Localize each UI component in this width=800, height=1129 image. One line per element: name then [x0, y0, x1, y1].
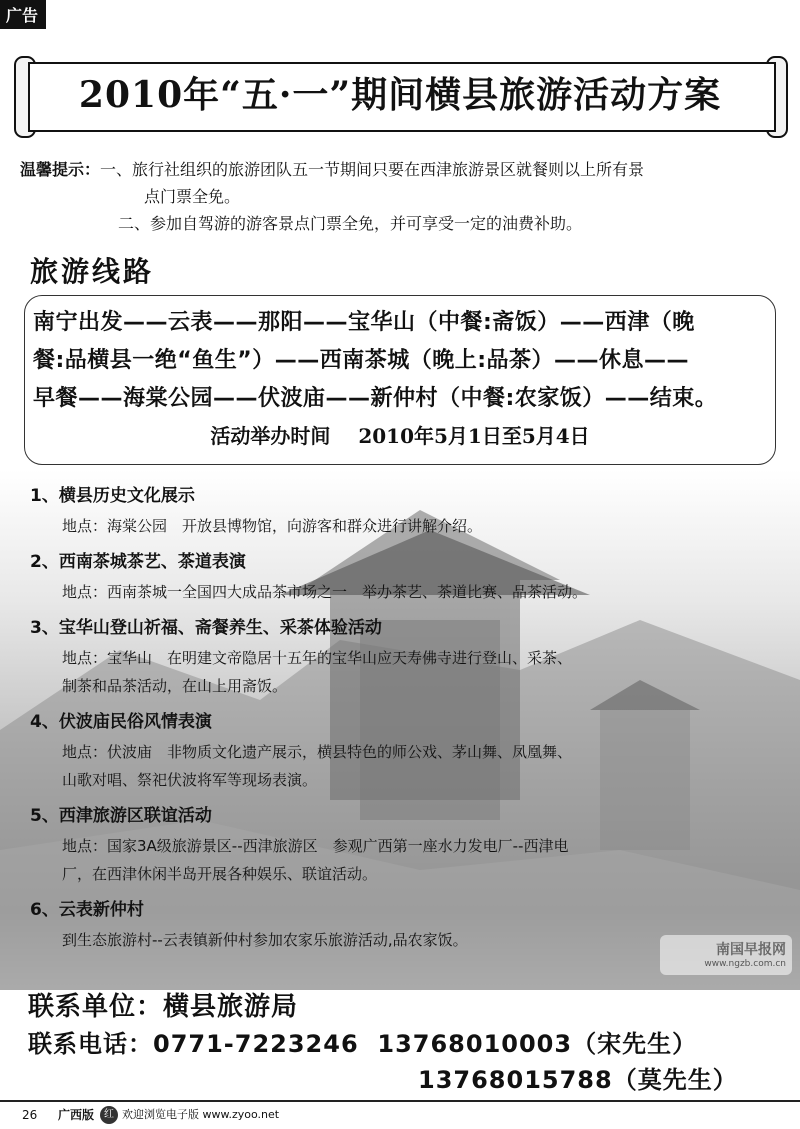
- activity-detail: 地点：宝华山 在明建文帝隐居十五年的宝华山应天寿佛寺进行登山、采茶、: [62, 649, 573, 667]
- edition-label: 广西版: [58, 1108, 95, 1122]
- activity-title: 2、西南茶城茶艺、茶道表演: [30, 552, 246, 572]
- activity-detail: 地点：国家3A级旅游景区--西津旅游区 参观广西第一座水力发电厂--西津电: [62, 837, 569, 855]
- route-box: [24, 295, 776, 465]
- event-time-value: 2010年5月1日至5月4日: [358, 424, 590, 448]
- page-number: 26: [22, 1108, 38, 1122]
- contact-phone-label: 联系电话：: [28, 1030, 153, 1058]
- activity-detail: 地点：伏波庙 非物质文化遗产展示，横县特色的师公戏、茅山舞、凤凰舞、: [62, 743, 573, 761]
- route-line-3: 早餐——海棠公园——伏波庙——新仲村（中餐:农家饭）——结束。: [33, 386, 718, 411]
- activity-item: [30, 612, 790, 700]
- page-title: 2010年“五·一”期间横县旅游活动方案: [78, 74, 722, 116]
- event-time: [25, 420, 775, 449]
- activity-title: 1、横县历史文化展示: [30, 486, 195, 506]
- route-line-2: 餐:品横县一绝“鱼生”）——西南茶城（晚上:品茶）——休息——: [33, 348, 690, 373]
- activity-detail-continued: 山歌对唱、祭祀伏波将军等现场表演。: [62, 771, 318, 789]
- contact-section: [28, 988, 788, 1098]
- publisher-logo-icon: 红: [100, 1106, 118, 1124]
- activity-detail: 地点：西南茶城一全国四大成品茶市场之一 举办茶艺、茶道比赛、品茶活动。: [62, 583, 588, 601]
- activity-title: 3、宝华山登山祈福、斋餐养生、采茶体验活动: [30, 618, 382, 638]
- advertisement-tag: 广告: [0, 0, 46, 29]
- route-heading: 旅游线路: [30, 255, 155, 288]
- watermark-name: 南国早报网: [716, 942, 786, 958]
- contact-phone-3: 13768015788（莫先生）: [418, 1066, 738, 1094]
- route-line-1: 南宁出发——云表——那阳——宝华山（中餐:斋饭）——西津（晚: [33, 310, 695, 335]
- contact-unit: 横县旅游局: [163, 992, 299, 1022]
- activities-list: [30, 480, 790, 960]
- activity-detail: 到生态旅游村--云表镇新仲村参加农家乐旅游活动,品农家饭。: [62, 931, 468, 949]
- activity-detail: 地点：海棠公园 开放县博物馆，向游客和群众进行讲解介绍。: [62, 517, 483, 535]
- tip-item-2: 二、参加自驾游的游客景点门票全免，并可享受一定的油费补助。: [118, 214, 583, 233]
- activity-title: 6、云表新仲村: [30, 900, 144, 920]
- activity-detail-continued: 制茶和品茶活动，在山上用斋饭。: [62, 677, 288, 695]
- tip-item-1-continued: 点门票全免。: [144, 187, 241, 206]
- event-time-label: 活动举办时间: [210, 424, 331, 448]
- title-banner: [14, 54, 786, 136]
- contact-phone-2: 13768010003（宋先生）: [377, 1030, 698, 1058]
- activity-item: [30, 706, 790, 794]
- tips-label: 温馨提示：: [20, 160, 101, 179]
- tip-item-1: 一、旅行社组织的旅游团队五一节期间只要在西津旅游景区就餐则以上所有景: [100, 160, 645, 179]
- activity-detail-continued: 厂，在西津休闲半岛开展各种娱乐、联谊活动。: [62, 865, 378, 883]
- contact-unit-label: 联系单位：: [28, 992, 164, 1022]
- activity-item: [30, 480, 790, 540]
- activity-title: 4、伏波庙民俗风情表演: [30, 712, 212, 732]
- watermark-url: www.ngzb.com.cn: [704, 959, 786, 969]
- website-link[interactable]: 欢迎浏览电子版 www.zyoo.net: [122, 1108, 280, 1121]
- page-footer: [0, 1100, 800, 1129]
- activity-item: [30, 546, 790, 606]
- contact-phone-1: 0771-7223246: [153, 1030, 359, 1058]
- activity-title: 5、西津旅游区联谊活动: [30, 806, 212, 826]
- activity-item: [30, 800, 790, 888]
- watermark: [660, 935, 792, 975]
- tips-section: [20, 156, 790, 237]
